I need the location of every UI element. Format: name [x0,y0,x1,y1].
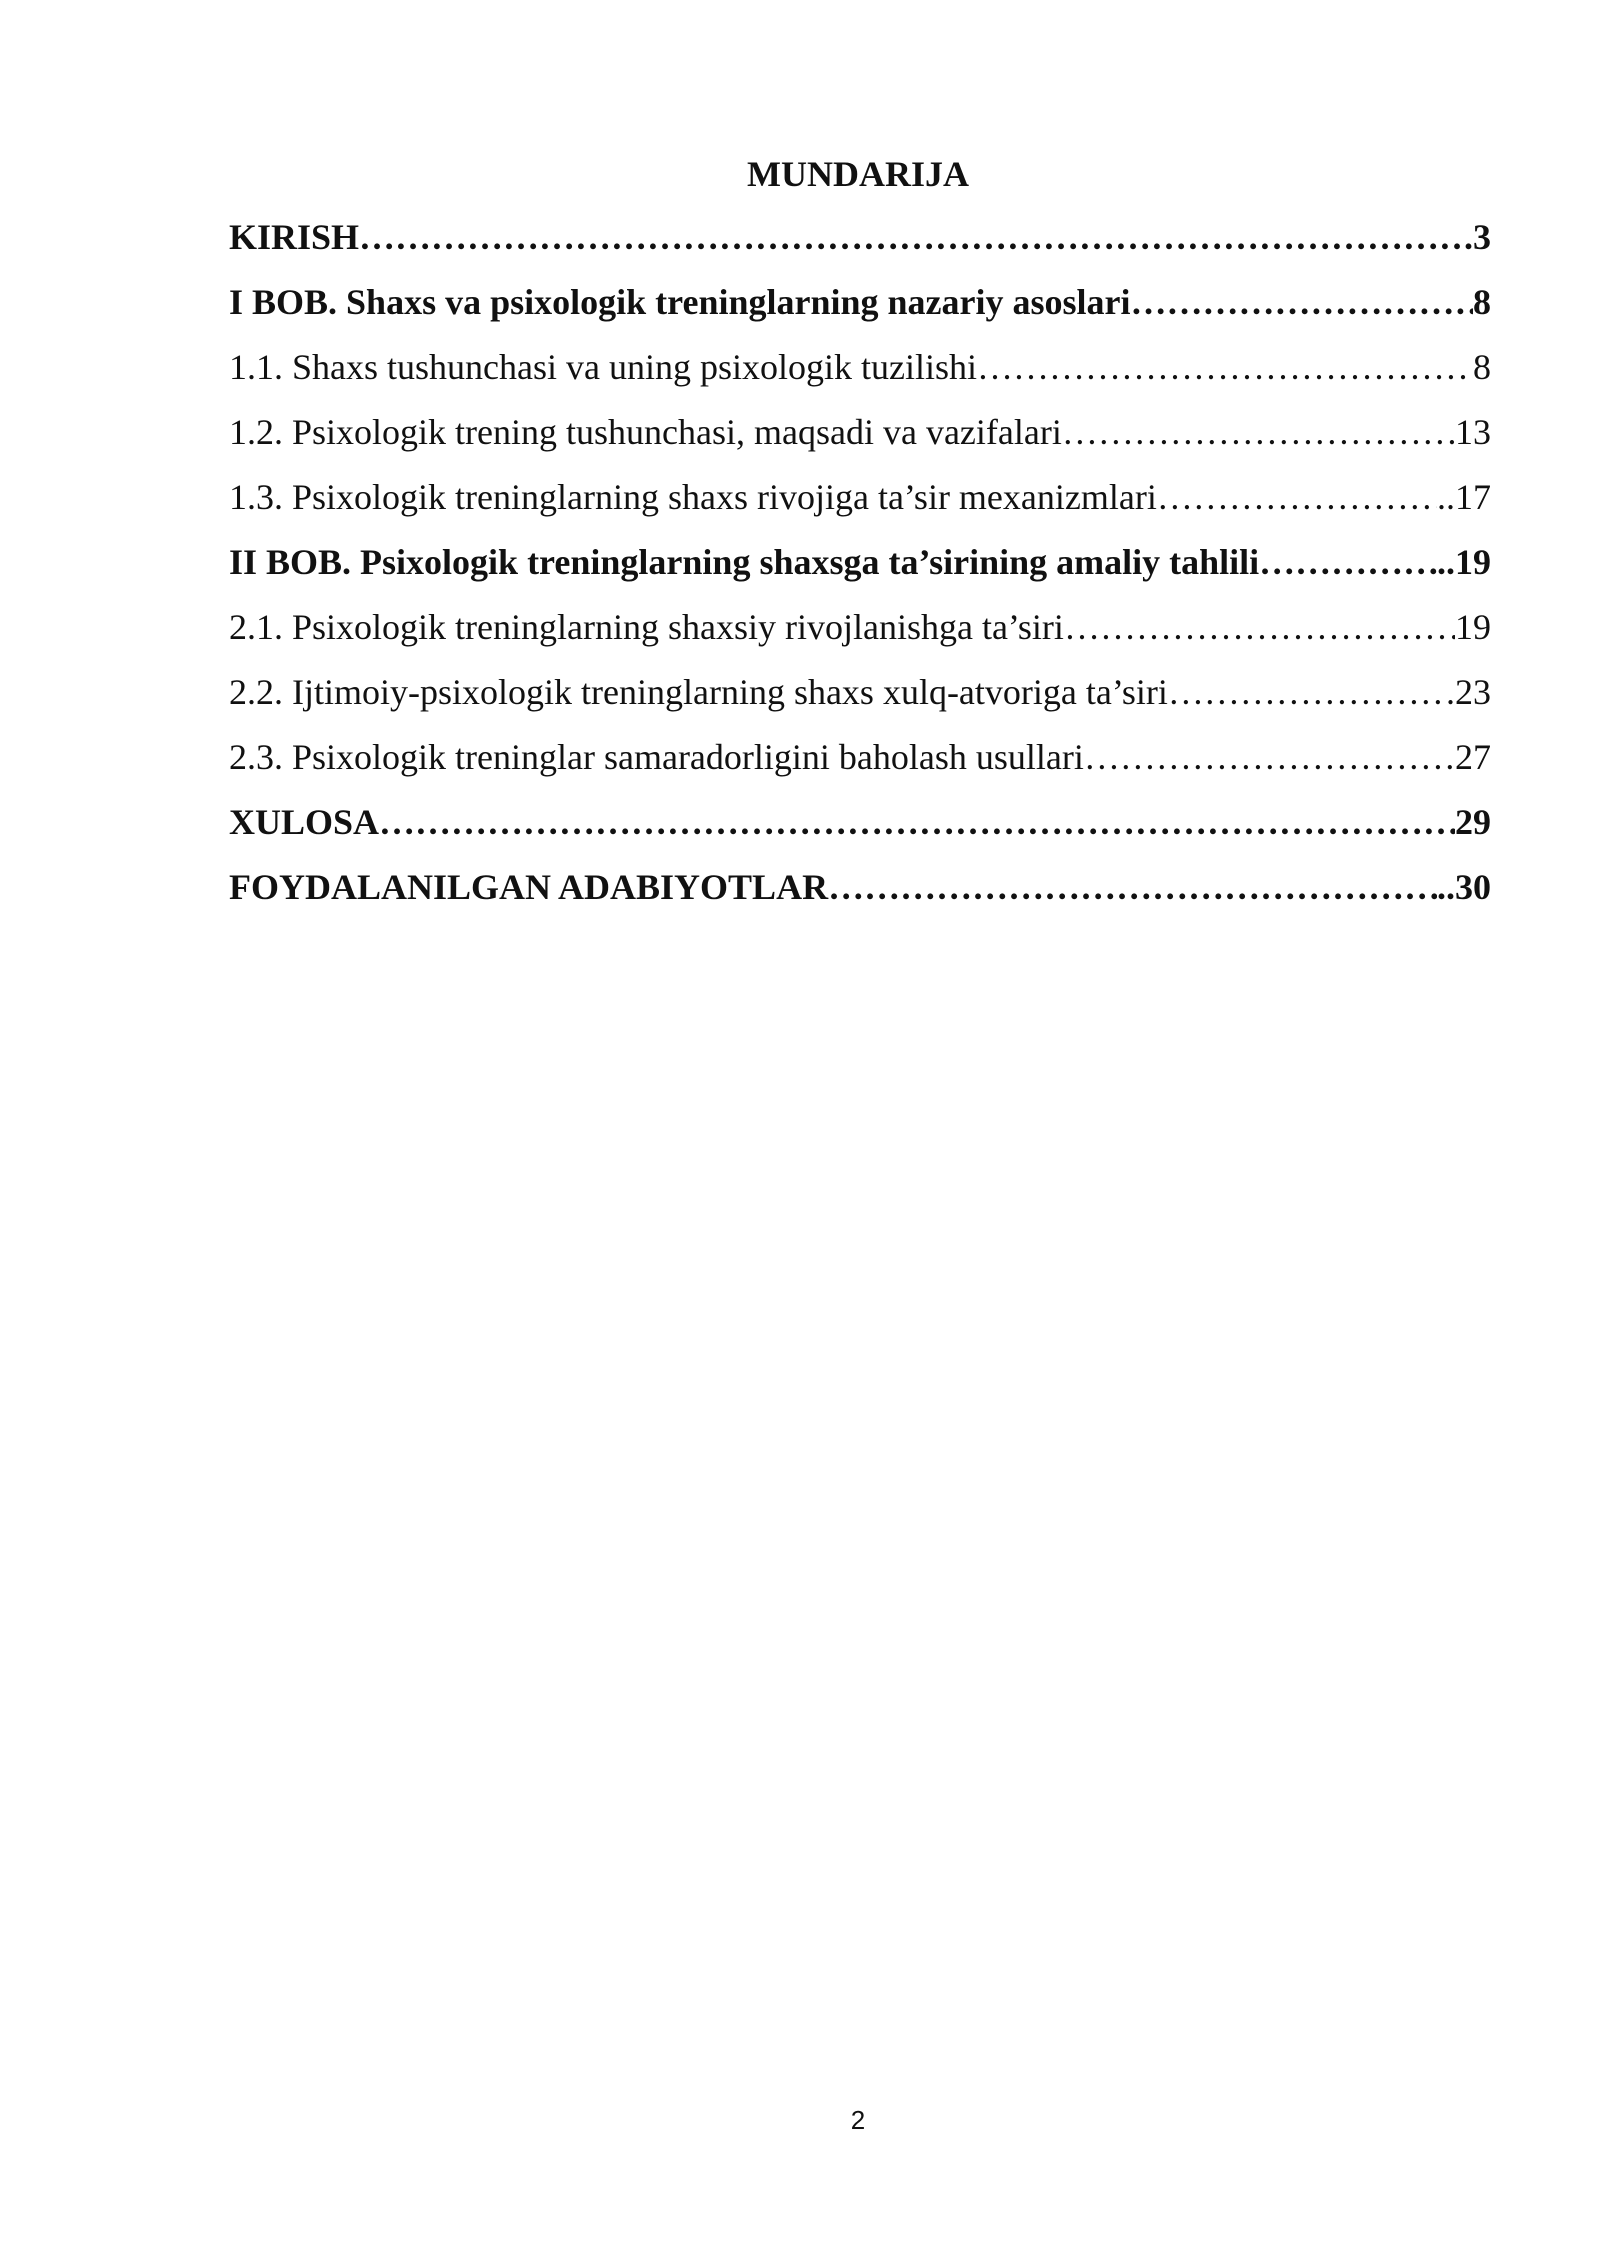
toc-entry-kirish[interactable] [229,215,1491,280]
toc-entry-section-1-1[interactable] [229,345,1491,410]
toc-entry-label: XULOSA [229,802,380,842]
toc-leader-dots [977,345,1473,389]
toc-entry-label: 1.2. Psixologik trening tushunchasi, maqsadi va vazifalari [229,412,1062,452]
page-number: 2 [850,2105,866,2135]
toc-entry-page: ..19 [1437,542,1491,582]
toc-entry-chapter-1[interactable] [229,280,1491,345]
toc-leader-dots [1062,410,1455,454]
toc-leader-dots [379,800,1455,844]
toc-leader-dots [1168,670,1446,714]
toc-entry-page: 27 [1455,737,1491,777]
table-of-contents [229,215,1491,930]
toc-leader-dots [1157,475,1437,519]
toc-entry-chapter-2[interactable] [229,540,1491,605]
toc-leader-dots [1064,605,1455,649]
toc-entry-xulosa[interactable] [229,800,1491,865]
toc-entry-page: 8 [1473,282,1491,322]
toc-entry-label: II BOB. Psixologik treninglarning shaxsga ta’sirining amaliy tahlili [229,542,1260,582]
toc-entry-page: 29 [1455,802,1491,842]
toc-entry-section-2-2[interactable] [229,670,1491,735]
toc-entry-label: 2.3. Psixologik treninglar samaradorligini baholash usullari [229,737,1084,777]
page-title: MUNDARIJA [747,154,969,194]
toc-entry-section-2-3[interactable] [229,735,1491,800]
toc-entry-label: 1.3. Psixologik treninglarning shaxs rivojiga ta’sir mexanizmlari [229,477,1157,517]
toc-leader-dots [1131,280,1474,324]
toc-entry-label: 2.1. Psixologik treninglarning shaxsiy rivojlanishga ta’siri [229,607,1064,647]
toc-entry-label: I BOB. Shaxs va psixologik treninglarning nazariy asoslari [229,282,1131,322]
toc-entry-label: 1.1. Shaxs tushunchasi va uning psixologik tuzilishi [229,347,977,387]
toc-leader-dots [359,215,1464,259]
toc-entry-page: 8 [1473,347,1491,387]
toc-entry-page: 19 [1455,607,1491,647]
toc-entry-page: .23 [1446,672,1491,712]
toc-entry-references[interactable] [229,865,1491,930]
toc-entry-section-2-1[interactable] [229,605,1491,670]
toc-entry-label: FOYDALANILGAN ADABIYOTLAR [229,867,829,907]
toc-leader-dots [1259,540,1437,584]
toc-entry-section-1-3[interactable] [229,475,1491,540]
toc-entry-page: 13 [1455,412,1491,452]
toc-entry-page: .3 [1464,217,1491,257]
toc-entry-label: 2.2. Ijtimoiy-psixologik treninglarning shaxs xulq-atvoriga ta’siri [229,672,1168,712]
toc-entry-section-1-2[interactable] [229,410,1491,475]
toc-entry-page: ..17 [1437,477,1491,517]
toc-leader-dots [828,865,1437,909]
toc-entry-page: ..30 [1437,867,1491,907]
toc-entry-label: KIRISH [229,217,360,257]
toc-leader-dots [1084,735,1455,779]
